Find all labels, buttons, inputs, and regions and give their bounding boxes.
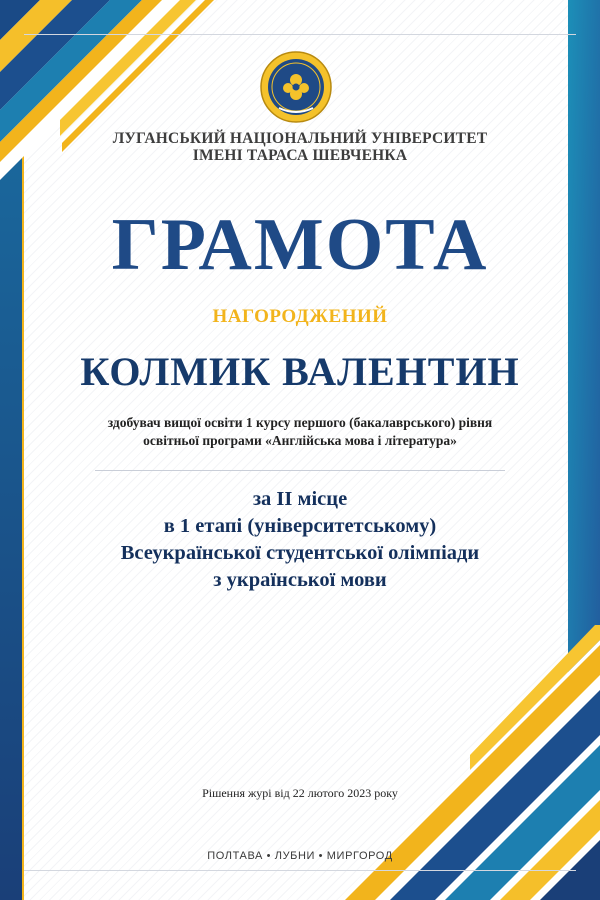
award-reason <box>0 486 600 594</box>
recipient-name: КОЛМИК ВАЛЕНТИН <box>80 349 520 394</box>
reason-line4: з української мови <box>213 569 387 591</box>
university-name <box>0 130 600 164</box>
reason-line2: в 1 етапі (університетському) <box>163 515 437 537</box>
university-name-line1: ЛУГАНСЬКИЙ НАЦІОНАЛЬНИЙ УНІВЕРСИТЕТ <box>112 130 488 147</box>
recipient-description <box>0 414 600 450</box>
university-name-line2: ІМЕНІ ТАРАСА ШЕВЧЕНКА <box>192 147 408 164</box>
description-line1: здобувач вищої освіти 1 курсу першого (бакалаврського) рівня <box>107 415 493 430</box>
top-rule <box>24 34 576 35</box>
description-line2: освітньої програми «Англійська мова і література» <box>143 433 457 448</box>
reason-line1: за II місце <box>252 488 348 510</box>
reason-line3: Всеукраїнської студентської олімпіади <box>120 542 480 564</box>
jury-decision: Рішення журі від 22 лютого 2023 року <box>202 786 398 800</box>
bottom-rule <box>24 870 576 871</box>
certificate-title: ГРАМОТА <box>111 204 489 286</box>
university-emblem-icon <box>259 50 333 124</box>
awarded-label: НАГОРОДЖЕНИЙ <box>212 306 388 327</box>
divider <box>95 470 505 471</box>
cities-footer: ПОЛТАВА • ЛУБНИ • МИРГОРОД <box>207 850 393 862</box>
